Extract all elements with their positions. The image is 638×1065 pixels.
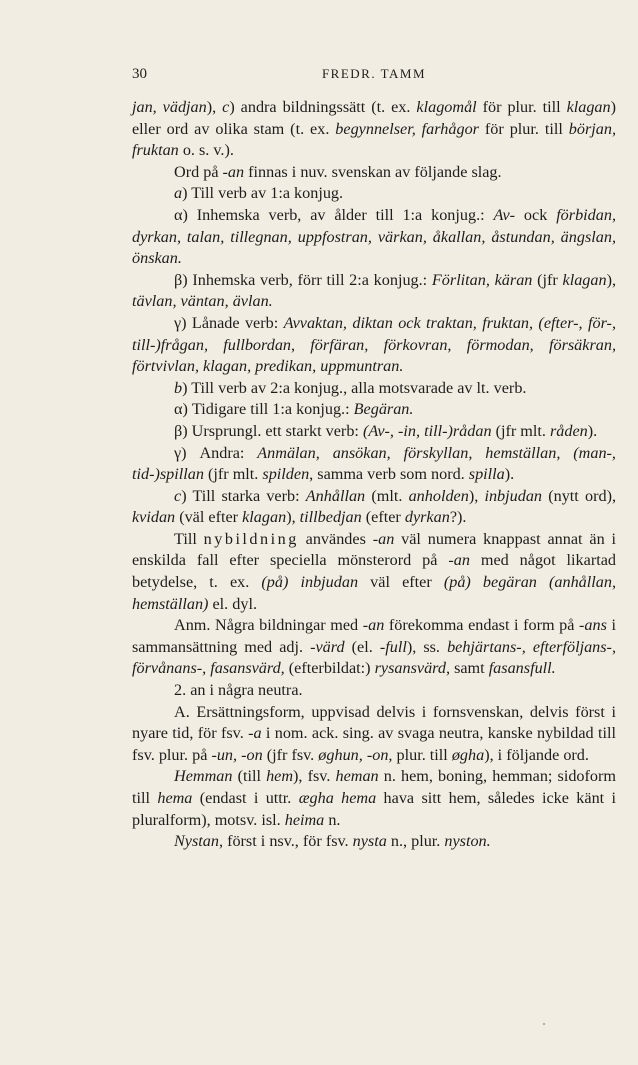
suffix: -full bbox=[379, 637, 407, 656]
section-a-alpha bbox=[132, 205, 616, 270]
text-run: ) Till verb av 2:a konjug., alla motsvarade av lt. verb. bbox=[182, 378, 527, 397]
text-run: o. s. v.). bbox=[178, 141, 234, 160]
term-list: behjärtans-, efterföljans-, förvånans-, fasansvärd, bbox=[132, 637, 616, 678]
text-run: ), fsv. bbox=[293, 767, 336, 786]
text-run: förekomma endast i form på bbox=[384, 616, 580, 635]
entry-hemman bbox=[132, 766, 616, 831]
text-run: γ) Andra: bbox=[174, 443, 258, 462]
term: klagomål bbox=[416, 98, 477, 116]
suffix: -un, -on bbox=[211, 745, 263, 764]
term-list: förbidan, dyrkan, talan, tillegnan, uppfostran, värkan, åkallan, åstundan, ängslan, önskan. bbox=[132, 205, 616, 268]
text-run: β) Inhemska verb, förr till 2:a konjug.: bbox=[174, 270, 432, 289]
suffix: -värd bbox=[310, 637, 345, 656]
text-run: β) Ursprungl. ett starkt verb: bbox=[174, 421, 363, 440]
running-head: FREDR. TAMM bbox=[321, 66, 427, 81]
section-b-gamma bbox=[132, 443, 616, 486]
text-run: α) Inhemska verb, av ålder till 1:a konjug.: bbox=[174, 205, 494, 224]
term: nysta bbox=[352, 832, 387, 851]
text-run: n., plur. bbox=[386, 832, 445, 851]
term: heman bbox=[335, 767, 379, 786]
term: klagan bbox=[562, 270, 607, 289]
text-run: hava sitt hem, således icke känt i pluralform), motsv. isl. bbox=[132, 789, 617, 829]
term: Begäran. bbox=[353, 400, 414, 419]
term: klagan bbox=[242, 508, 287, 527]
term: rysansvärd, bbox=[374, 659, 451, 678]
paper-speck bbox=[543, 1023, 545, 1025]
text-run: Till bbox=[174, 529, 204, 548]
text-run: finnas i nuv. svenskan av följande slag. bbox=[244, 162, 502, 181]
text-run: A. Ersättningsform, uppvisad delvis i fornsvenskan, delvis först i nyare tid, för fsv. bbox=[132, 702, 616, 743]
paragraph-intro bbox=[132, 162, 616, 184]
headword: Hemman bbox=[174, 767, 233, 786]
text-run: (jfr mlt. bbox=[491, 421, 550, 440]
entry-nystan bbox=[132, 831, 616, 853]
section-a-gamma bbox=[132, 313, 616, 378]
text-run: ). bbox=[504, 465, 515, 484]
section-b-beta bbox=[132, 421, 616, 443]
section-2-A bbox=[132, 702, 616, 767]
suffix-heading: an bbox=[190, 681, 206, 700]
text-run: först i nsv., för fsv. bbox=[223, 832, 353, 851]
text-run: ock bbox=[515, 205, 557, 224]
spaced-term: nybildning bbox=[203, 529, 299, 548]
text-run: ), i följande ord. bbox=[484, 745, 589, 764]
text-run: (väl efter bbox=[175, 508, 243, 527]
text-run: el. dyl. bbox=[208, 594, 257, 613]
term-list: tävlan, väntan, ävlan. bbox=[132, 292, 273, 311]
page-number: 30 bbox=[132, 66, 147, 82]
paragraph-anm bbox=[132, 615, 616, 680]
section-b bbox=[132, 378, 616, 400]
text-run: för plur. till bbox=[476, 98, 567, 116]
text-run: (el. bbox=[344, 637, 380, 656]
term: klagan bbox=[566, 98, 611, 116]
term: øgha bbox=[451, 745, 485, 764]
text-run: samt bbox=[450, 659, 489, 678]
term: hem bbox=[266, 767, 294, 786]
text-run: α) Tidigare till 1:a konjug.: bbox=[174, 400, 354, 419]
text-run: ), bbox=[606, 270, 617, 289]
text-run: , samma verb som nord. bbox=[309, 465, 469, 484]
term: tillbedjan bbox=[299, 508, 362, 527]
text-run: ), ss. bbox=[406, 637, 448, 656]
headword: Nystan, bbox=[174, 832, 224, 851]
body-text bbox=[132, 97, 616, 853]
section-number: 2. bbox=[174, 681, 191, 700]
list-letter: b bbox=[174, 378, 183, 397]
section-a-beta bbox=[132, 270, 616, 313]
paragraph-continuation bbox=[132, 97, 616, 162]
suffix: -an bbox=[372, 529, 395, 548]
term: kvidan bbox=[132, 508, 176, 527]
term: begynnelser, farhågor bbox=[335, 119, 479, 138]
text-run: ) Till starka verb: bbox=[181, 486, 306, 505]
text-run: (jfr mlt. bbox=[203, 465, 263, 484]
term: inbjudan bbox=[484, 486, 543, 505]
text-run: (jfr bbox=[532, 270, 563, 289]
term: nyston. bbox=[444, 832, 491, 851]
text-run: i några neutra. bbox=[205, 681, 303, 700]
text-run: n. bbox=[324, 810, 341, 829]
page-header bbox=[132, 66, 616, 88]
section-b-alpha bbox=[132, 399, 616, 421]
term: Anhållan bbox=[305, 486, 366, 505]
term: (på) begäran (anhållan, hemställan) bbox=[132, 573, 616, 613]
text-run: (efterbildat:) bbox=[284, 659, 375, 678]
suffix: -an bbox=[448, 551, 470, 570]
suffix: -an bbox=[222, 162, 245, 181]
text-run: γ) Lånade verb: bbox=[174, 313, 284, 332]
term: øghun, -on, bbox=[318, 745, 393, 764]
text-run: användes bbox=[298, 529, 373, 548]
text-run: ) Till verb av 1:a konjug. bbox=[182, 184, 344, 203]
text-run: Ord på bbox=[174, 162, 223, 181]
text-run: ) andra bildningssätt (t. ex. bbox=[229, 98, 417, 116]
text-run: Några bildningar med bbox=[210, 616, 363, 635]
term: (Av-, -in, till-)rådan bbox=[362, 421, 492, 440]
paragraph-nybildning bbox=[132, 529, 616, 615]
list-letter: c bbox=[222, 98, 230, 116]
section-c bbox=[132, 486, 616, 529]
term: dyrkan bbox=[404, 508, 450, 527]
text-run: ), bbox=[286, 508, 300, 527]
term: heima bbox=[284, 810, 325, 829]
text-run: (mlt. bbox=[365, 486, 409, 505]
section-2 bbox=[132, 680, 616, 702]
term: (på) inbjudan bbox=[261, 573, 359, 592]
term: Av- bbox=[493, 205, 516, 224]
text-run: i sammansättning med adj. bbox=[132, 616, 617, 656]
text-run: ). bbox=[587, 421, 598, 440]
text-run: (efter bbox=[361, 508, 405, 527]
text-run: n. hem, boning, hemman; sidoform till bbox=[132, 767, 616, 807]
text-run: ), bbox=[206, 98, 223, 116]
term: spilden bbox=[262, 465, 310, 484]
text-run: (endast i uttr. bbox=[192, 789, 299, 807]
list-letter: c bbox=[174, 486, 182, 505]
term: hema bbox=[157, 789, 193, 807]
text-run: i nom. ack. sing. av svaga neutra, kanske nybildad till fsv. plur. på bbox=[132, 724, 616, 764]
term: råden bbox=[550, 421, 588, 440]
term-list: Anmälan, ansökan, förskyllan, hemställan, (man-, tid-)spillan bbox=[132, 443, 616, 484]
text-run: plur. till bbox=[392, 745, 452, 764]
text-run: väl numera knappast annat än i enskilda fall efter speciella mönsterord på bbox=[132, 529, 617, 570]
note-label: Anm. bbox=[174, 616, 211, 635]
text-run: (jfr fsv. bbox=[262, 745, 319, 764]
text-run: (till bbox=[232, 767, 267, 786]
text-run: väl efter bbox=[358, 573, 444, 592]
suffix: -a bbox=[248, 724, 262, 743]
text-run: för plur. till bbox=[478, 119, 569, 138]
term: ægha hema bbox=[298, 789, 377, 807]
text-run: med något likartad betydelse, t. ex. bbox=[132, 551, 616, 592]
suffix: -ans bbox=[579, 616, 607, 635]
suffix: -an bbox=[362, 616, 385, 635]
term-list: Avvaktan, diktan ock traktan, fruktan, (efter-, för-, till-)frågan, fullbordan, förfäran, förkovran, förmodan, försäkran, förtvivlan, klagan, predikan, uppmuntran. bbox=[132, 313, 616, 376]
text-run: ), bbox=[468, 486, 485, 505]
term: fasansfull. bbox=[488, 659, 556, 678]
text-run: ?). bbox=[449, 508, 467, 527]
text-run: (nytt ord), bbox=[542, 486, 617, 505]
section-a bbox=[132, 183, 616, 205]
term: jan, vädjan bbox=[132, 98, 207, 116]
term: början, fruktan bbox=[132, 119, 616, 160]
term: Förlitan, käran bbox=[431, 270, 533, 289]
term: anholden bbox=[408, 486, 469, 505]
text-run: ) eller ord av olika stam (t. ex. bbox=[132, 98, 617, 138]
list-letter: a bbox=[174, 184, 183, 203]
term: spilla bbox=[468, 465, 505, 484]
